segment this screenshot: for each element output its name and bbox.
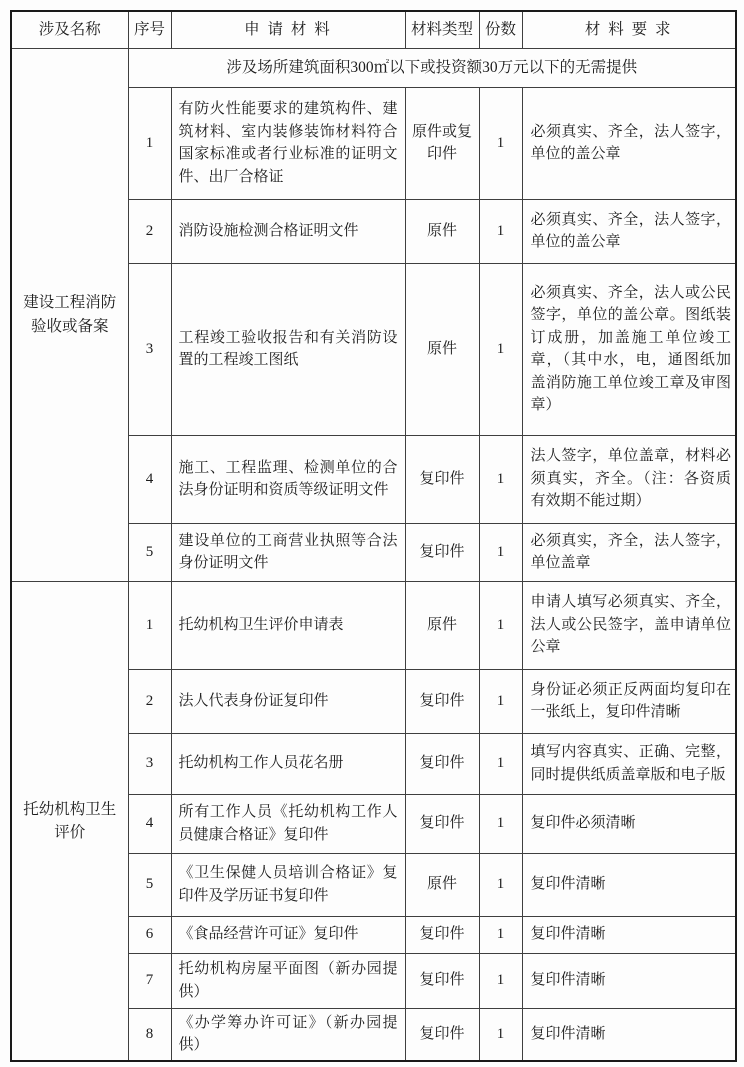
row-no: 2 — [128, 199, 171, 263]
row-copies: 1 — [479, 435, 522, 523]
row-copies: 1 — [479, 669, 522, 733]
section-name-fire-inspection: 建设工程消防验收或备案 — [11, 48, 128, 581]
row-material: 《食品经营许可证》复印件 — [171, 916, 405, 953]
row-copies: 1 — [479, 87, 522, 199]
row-type: 原件或复印件 — [405, 87, 479, 199]
row-copies: 1 — [479, 523, 522, 581]
row-type: 原件 — [405, 263, 479, 435]
row-no: 1 — [128, 87, 171, 199]
row-material: 施工、工程监理、检测单位的合法身份证明和资质等级证明文件 — [171, 435, 405, 523]
row-material: 消防设施检测合格证明文件 — [171, 199, 405, 263]
row-material: 托幼机构工作人员花名册 — [171, 733, 405, 794]
row-requirement: 填写内容真实、正确、完整，同时提供纸质盖章版和电子版 — [522, 733, 736, 794]
materials-table — [10, 10, 737, 1062]
row-copies: 1 — [479, 1008, 522, 1061]
col-header-no: 序号 — [128, 11, 171, 48]
row-type: 原件 — [405, 581, 479, 669]
row-type: 复印件 — [405, 1008, 479, 1061]
col-header-material: 申 请 材 料 — [171, 11, 405, 48]
row-requirement: 申请人填写必须真实、齐全，法人或公民签字，盖申请单位公章 — [522, 581, 736, 669]
row-material: 托幼机构房屋平面图（新办园提供） — [171, 953, 405, 1008]
row-requirement: 复印件必须清晰 — [522, 794, 736, 853]
table-header-row — [11, 11, 736, 48]
row-copies: 1 — [479, 916, 522, 953]
col-header-copies: 份数 — [479, 11, 522, 48]
row-no: 8 — [128, 1008, 171, 1061]
row-type: 复印件 — [405, 733, 479, 794]
row-material: 《办学筹办许可证》（新办园提供） — [171, 1008, 405, 1061]
section-name-childcare-evaluation: 托幼机构卫生评价 — [11, 581, 128, 1061]
row-copies: 1 — [479, 581, 522, 669]
row-no: 1 — [128, 581, 171, 669]
row-requirement: 身份证必须正反两面均复印在一张纸上，复印件清晰 — [522, 669, 736, 733]
row-copies: 1 — [479, 853, 522, 916]
row-type: 原件 — [405, 199, 479, 263]
row-material: 法人代表身份证复印件 — [171, 669, 405, 733]
table-row — [11, 48, 736, 87]
row-no: 3 — [128, 733, 171, 794]
row-material: 有防火性能要求的建筑构件、建筑材料、室内装修装饰材料符合国家标准或者行业标准的证明文件、出厂合格证 — [171, 87, 405, 199]
row-no: 7 — [128, 953, 171, 1008]
row-material: 工程竣工验收报告和有关消防设置的工程竣工图纸 — [171, 263, 405, 435]
col-header-name: 涉及名称 — [11, 11, 128, 48]
row-type: 复印件 — [405, 794, 479, 853]
row-copies: 1 — [479, 199, 522, 263]
row-no: 4 — [128, 435, 171, 523]
row-requirement: 必须真实、齐全，法人或公民签字，单位的盖公章。图纸装订成册，加盖施工单位竣工章，（其中水，电，通图纸加盖消防施工单位竣工章及审图章） — [522, 263, 736, 435]
row-type: 复印件 — [405, 435, 479, 523]
row-material: 建设单位的工商营业执照等合法身份证明文件 — [171, 523, 405, 581]
row-type: 复印件 — [405, 916, 479, 953]
row-requirement: 必须真实、齐全，法人签字，单位的盖公章 — [522, 87, 736, 199]
row-no: 2 — [128, 669, 171, 733]
row-requirement: 复印件清晰 — [522, 953, 736, 1008]
row-type: 复印件 — [405, 953, 479, 1008]
row-type: 复印件 — [405, 523, 479, 581]
row-type: 原件 — [405, 853, 479, 916]
col-header-type: 材料类型 — [405, 11, 479, 48]
row-no: 4 — [128, 794, 171, 853]
row-no: 6 — [128, 916, 171, 953]
row-requirement: 复印件清晰 — [522, 853, 736, 916]
row-requirement: 法人签字，单位盖章，材料必须真实，齐全。（注：各资质有效期不能过期） — [522, 435, 736, 523]
row-no: 5 — [128, 523, 171, 581]
row-material: 所有工作人员《托幼机构工作人员健康合格证》复印件 — [171, 794, 405, 853]
row-material: 托幼机构卫生评价申请表 — [171, 581, 405, 669]
row-type: 复印件 — [405, 669, 479, 733]
row-material: 《卫生保健人员培训合格证》复印件及学历证书复印件 — [171, 853, 405, 916]
table-row — [11, 581, 736, 669]
row-no: 3 — [128, 263, 171, 435]
row-requirement: 复印件清晰 — [522, 916, 736, 953]
row-requirement: 复印件清晰 — [522, 1008, 736, 1061]
row-no: 5 — [128, 853, 171, 916]
row-requirement: 必须真实、齐全，法人签字，单位的盖公章 — [522, 199, 736, 263]
row-copies: 1 — [479, 733, 522, 794]
col-header-requirement: 材 料 要 求 — [522, 11, 736, 48]
row-requirement: 必须真实，齐全，法人签字，单位盖章 — [522, 523, 736, 581]
section-note: 涉及场所建筑面积300㎡以下或投资额30万元以下的无需提供 — [128, 48, 736, 87]
row-copies: 1 — [479, 263, 522, 435]
row-copies: 1 — [479, 794, 522, 853]
row-copies: 1 — [479, 953, 522, 1008]
